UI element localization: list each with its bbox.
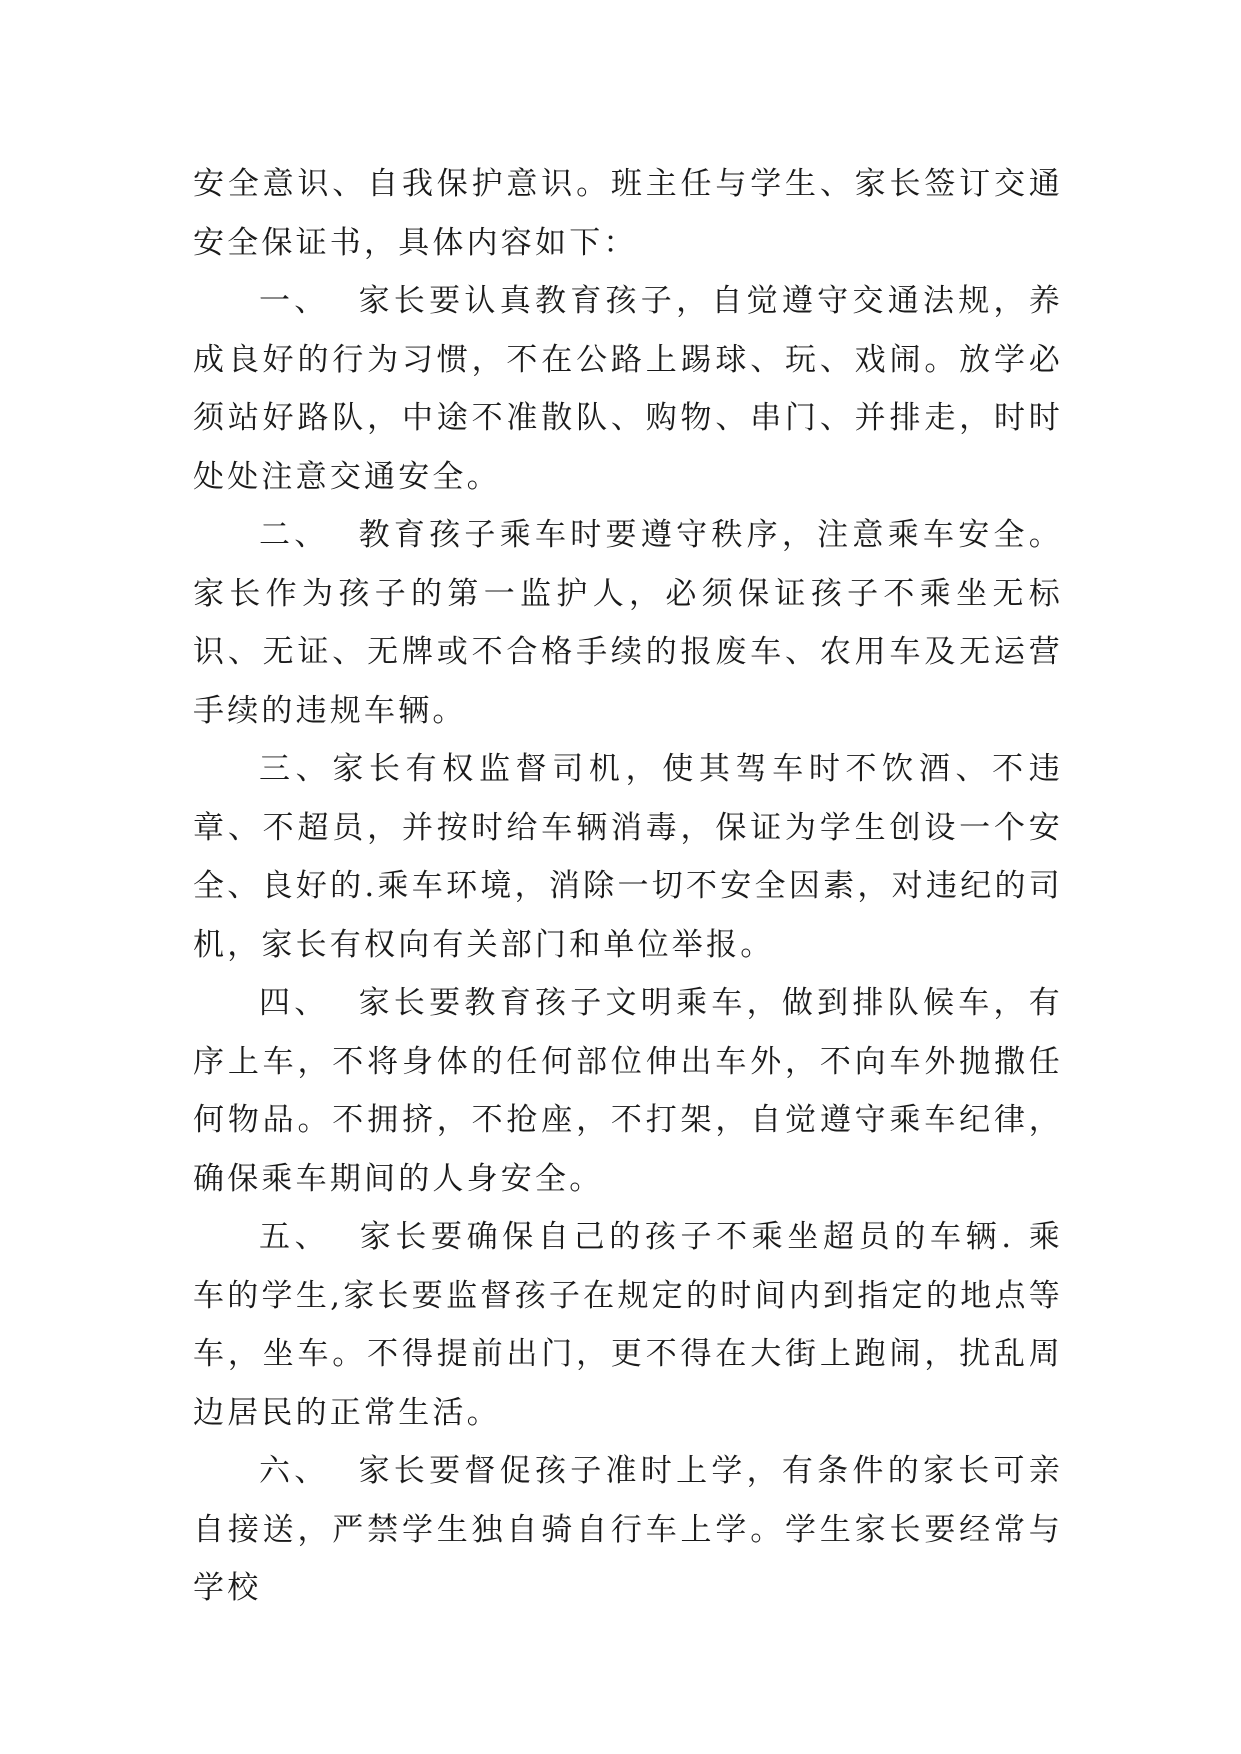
document-body — [193, 155, 1063, 1618]
item-number: 一、 — [259, 283, 330, 319]
paragraph-item-2 — [193, 506, 1063, 740]
paragraph-text: 家长要教育孩子文明乘车，做到排队候车，有序上车，不将身体的任何部位伸出车外，不向车外抛撒任何物品。不拥挤，不抢座，不打架，自觉遵守乘车纪律，确保乘车期间的人身安全。 — [193, 985, 1063, 1197]
paragraph-item-6 — [193, 1442, 1063, 1618]
item-number: 四、 — [259, 985, 330, 1021]
paragraph-text: 家长要认真教育孩子，自觉遵守交通法规，养成良好的行为习惯，不在公路上踢球、玩、戏闹。放学必须站好路队，中途不准散队、购物、串门、并排走，时时处处注意交通安全。 — [193, 283, 1063, 495]
item-number: 二、 — [259, 517, 330, 553]
paragraph-text: 三、家长有权监督司机，使其驾车时不饮酒、不违章、不超员，并按时给车辆消毒，保证为学生创设一个安全、良好的.乘车环境，消除一切不安全因素，对违纪的司机，家长有权向有关部门和单位举报。 — [193, 751, 1063, 963]
paragraph-item-5 — [193, 1208, 1063, 1442]
paragraph-text: 家长要督促孩子准时上学，有条件的家长可亲自接送，严禁学生独自骑自行车上学。学生家长要经常与学校 — [193, 1453, 1063, 1606]
item-number: 六、 — [259, 1453, 330, 1489]
paragraph-text: 教育孩子乘车时要遵守秩序，注意乘车安全。 家长作为孩子的第一监护人，必须保证孩子不乘坐无标识、无证、无牌或不合格手续的报废车、农用车及无运营手续的违规车辆。 — [193, 517, 1063, 729]
paragraph-item-3 — [193, 740, 1063, 974]
paragraph-text: 家长要确保自己的孩子不乘坐超员的车辆. 乘车的学生,家长要监督孩子在规定的时间内到指定的地点等车，坐车。不得提前出门，更不得在大街上跑闹，扰乱周边居民的正常生活。 — [193, 1219, 1063, 1431]
paragraph-item-1 — [193, 272, 1063, 506]
paragraph-item-4 — [193, 974, 1063, 1208]
item-number: 五、 — [259, 1219, 331, 1255]
paragraph-intro — [193, 155, 1063, 272]
paragraph-text: 安全意识、自我保护意识。班主任与学生、家长签订交通安全保证书，具体内容如下： — [193, 166, 1063, 261]
